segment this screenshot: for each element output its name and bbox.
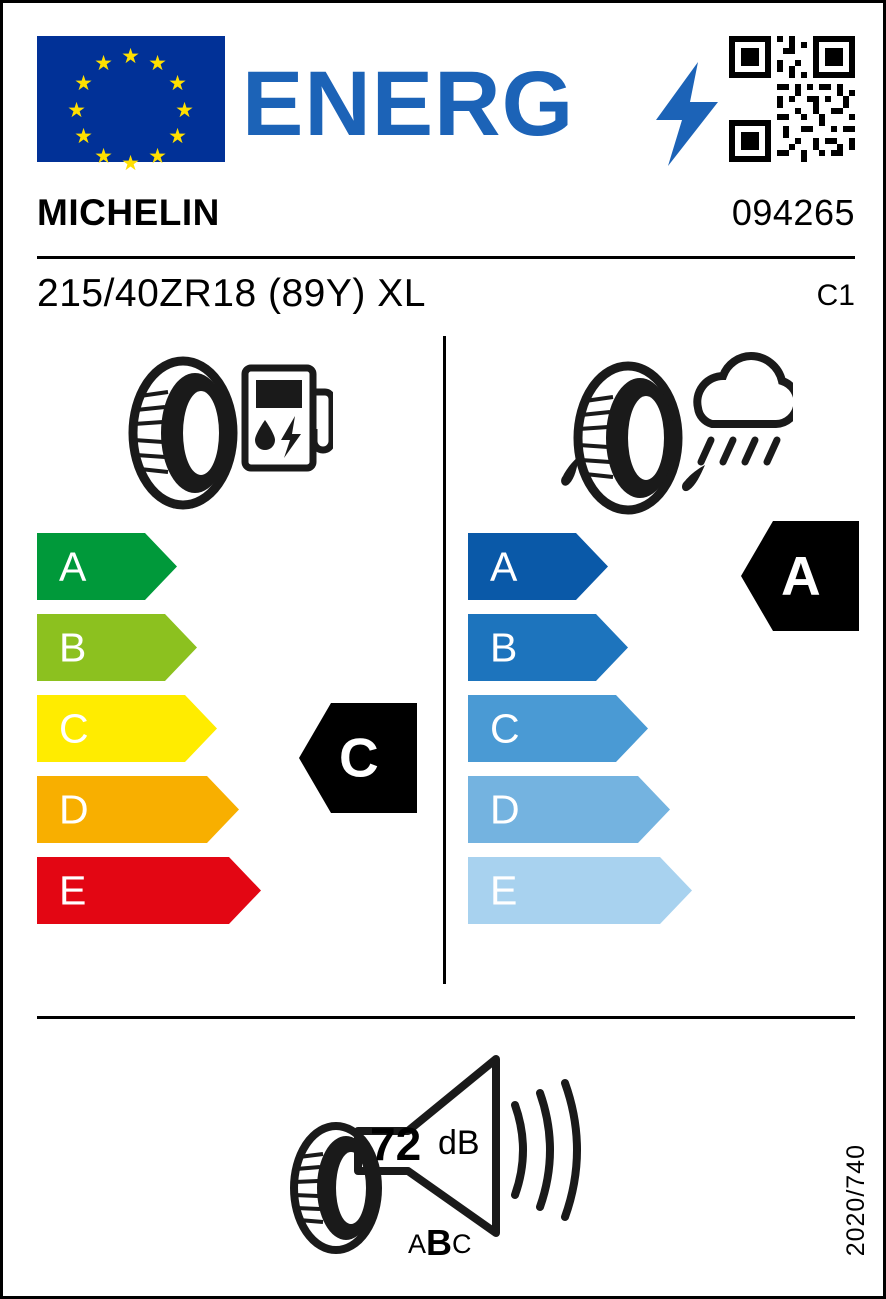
divider-top — [37, 256, 855, 259]
energy-wordmark: ENERG — [242, 53, 575, 155]
wet-grade-bar-d — [468, 776, 692, 843]
fuel-pump-icon — [245, 368, 332, 468]
noise-class-a: A — [408, 1229, 427, 1259]
fuel-grade-bar-a — [37, 533, 261, 600]
wet-grade-bar-b — [468, 614, 692, 681]
noise-class-b-selected: B — [426, 1222, 453, 1263]
tyre-icon — [133, 361, 233, 505]
label-code: 094265 — [731, 192, 855, 233]
rain-cloud-icon — [697, 356, 793, 462]
wet-grade-letter: A — [490, 543, 518, 589]
qr-code-icon — [729, 36, 855, 162]
wet-grade-bar-e — [468, 857, 692, 924]
wet-grade-letter: E — [490, 867, 518, 913]
wet-grade-letter: D — [490, 786, 520, 832]
wet-grade-scale — [468, 533, 692, 938]
fuel-grade-bar-b — [37, 614, 261, 681]
noise-section — [278, 1043, 608, 1273]
fuel-grade-letter: E — [59, 867, 87, 913]
fuel-grade-letter: B — [59, 624, 87, 670]
tyre-class: C1 — [816, 279, 855, 312]
fuel-grade-bar-d — [37, 776, 261, 843]
lightning-bolt-icon — [652, 62, 722, 166]
fuel-grade-letter: A — [59, 543, 87, 589]
tyre-icon — [294, 1126, 378, 1250]
tyre-size-row — [37, 273, 855, 321]
fuel-grade-letter: C — [59, 705, 89, 751]
tyre-wet-icon — [561, 366, 705, 510]
noise-class-scale — [408, 1222, 472, 1263]
brand-name: MICHELIN — [37, 192, 220, 233]
fuel-grade-letter: D — [59, 786, 89, 832]
wet-grade-letter: C — [490, 705, 520, 751]
wet-grade-bar-a — [468, 533, 692, 600]
noise-class-c: C — [452, 1229, 472, 1259]
eu-flag-icon: ★ ★ ★ ★ ★ ★ ★ ★ ★ ★ ★ ★ — [37, 36, 225, 162]
wet-grade-letter: B — [490, 624, 518, 670]
noise-unit: dB — [438, 1124, 480, 1162]
fuel-result-marker — [299, 703, 417, 813]
fuel-grade-scale — [37, 533, 261, 938]
fuel-efficiency-pictogram — [123, 348, 333, 518]
fuel-result-letter: C — [339, 726, 379, 789]
regulation-reference: 2020/740 — [842, 1143, 870, 1256]
fuel-grade-bar-c — [37, 695, 261, 762]
fuel-grade-bar-e — [37, 857, 261, 924]
tyre-size: 215/40ZR18 (89Y) XL — [37, 272, 426, 315]
wet-result-marker — [741, 521, 859, 631]
wet-grip-pictogram — [533, 348, 793, 523]
wet-grade-bar-c — [468, 695, 692, 762]
divider-bottom — [37, 1016, 855, 1019]
divider-vertical — [443, 336, 446, 984]
brand-row — [37, 193, 855, 251]
noise-value: 72 — [370, 1118, 422, 1170]
label-header — [37, 36, 855, 175]
wet-result-letter: A — [781, 544, 821, 607]
